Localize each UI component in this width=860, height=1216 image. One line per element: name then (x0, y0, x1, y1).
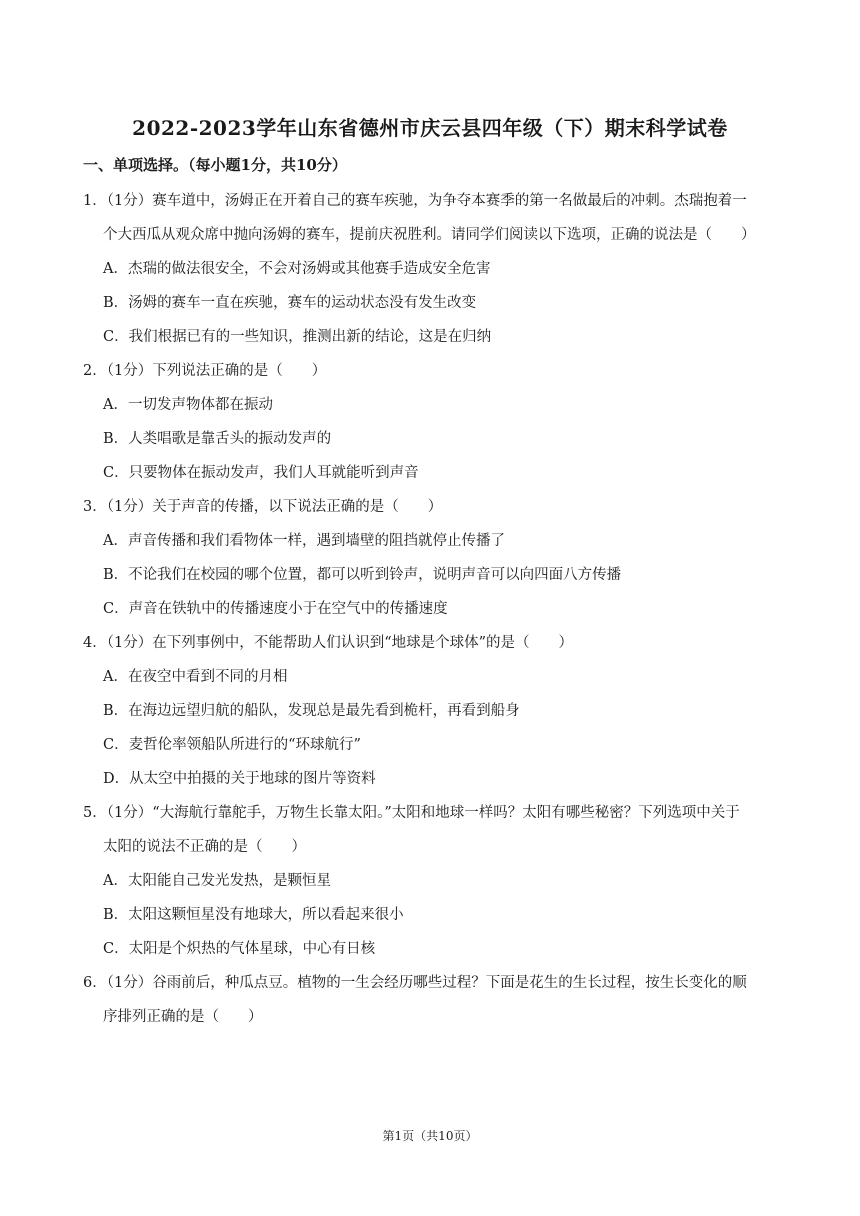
question-3 (0, 490, 860, 626)
answer-option: B．在海边远望归航的船队，发现总是最先看到桅杆，再看到船身 (103, 703, 520, 719)
question-6 (0, 966, 860, 1034)
answer-option: C．太阳是个炽热的气体星球，中心有日核 (103, 941, 376, 957)
question-4 (0, 626, 860, 796)
answer-option: C．我们根据已有的一些知识，推测出新的结论，这是在归纳 (103, 329, 492, 345)
answer-option: A．太阳能自己发光发热，是颗恒星 (103, 873, 331, 889)
answer-option: B．不论我们在校园的哪个位置，都可以听到铃声，说明声音可以向四面八方传播 (103, 567, 622, 583)
question-stem-line: 1．（1分）赛车道中，汤姆正在开着自己的赛车疾驰，为争夺本赛季的第一名做最后的冲刺。杰瑞抱着一 (83, 193, 747, 209)
answer-option: B．太阳这颗恒星没有地球大，所以看起来很小 (103, 907, 404, 923)
question-5 (0, 796, 860, 966)
exam-title: 2022-2023学年山东省德州市庆云县四年级（下）期末科学试卷 (132, 116, 728, 140)
answer-option: A．杰瑞的做法很安全，不会对汤姆或其他赛手造成安全危害 (103, 261, 491, 277)
answer-option: D．从太空中拍摄的关于地球的图片等资料 (103, 771, 376, 787)
question-stem-line: 2．（1分）下列说法正确的是（ ） (83, 363, 327, 379)
answer-option: C．声音在铁轨中的传播速度小于在空气中的传播速度 (103, 601, 448, 617)
answer-option: A．一切发声物体都在振动 (103, 397, 273, 413)
answer-option: B．人类唱歌是靠舌头的振动发声的 (103, 431, 332, 447)
question-2 (0, 354, 860, 490)
answer-option: A．在夜空中看到不同的月相 (103, 669, 288, 685)
question-stem-line: 6．（1分）谷雨前后，种瓜点豆。植物的一生会经历哪些过程？下面是花生的生长过程，按生长变化的顺 (83, 975, 747, 991)
answer-option: C．麦哲伦率领船队所进行的“环球航行” (103, 737, 361, 753)
question-1 (0, 184, 860, 354)
answer-option: A．声音传播和我们看物体一样，遇到墙壁的阻挡就停止传播了 (103, 533, 505, 549)
page-footer: 第1页（共10页） (382, 1129, 478, 1143)
question-stem-line: 太阳的说法不正确的是（ ） (103, 839, 306, 855)
section-heading: 一、单项选择。（每小题1分，共10分） (83, 156, 347, 174)
question-stem-line: 4．（1分）在下列事例中，不能帮助人们认识到“地球是个球体”的是（ ） (83, 635, 574, 651)
question-list (0, 184, 860, 1034)
question-stem-line: 5．（1分）“大海航行靠舵手，万物生长靠太阳。”太阳和地球一样吗？太阳有哪些秘密？下列选项中关于 (83, 805, 740, 821)
answer-option: C．只要物体在振动发声，我们人耳就能听到声音 (103, 465, 419, 481)
answer-option: B．汤姆的赛车一直在疾驰，赛车的运动状态没有发生改变 (103, 295, 477, 311)
question-stem-line: 个大西瓜从观众席中抛向汤姆的赛车，提前庆祝胜利。请同学们阅读以下选项，正确的说法是（ ） (103, 227, 756, 243)
question-stem-line: 序排列正确的是（ ） (103, 1009, 263, 1025)
question-stem-line: 3．（1分）关于声音的传播，以下说法正确的是（ ） (83, 499, 443, 515)
